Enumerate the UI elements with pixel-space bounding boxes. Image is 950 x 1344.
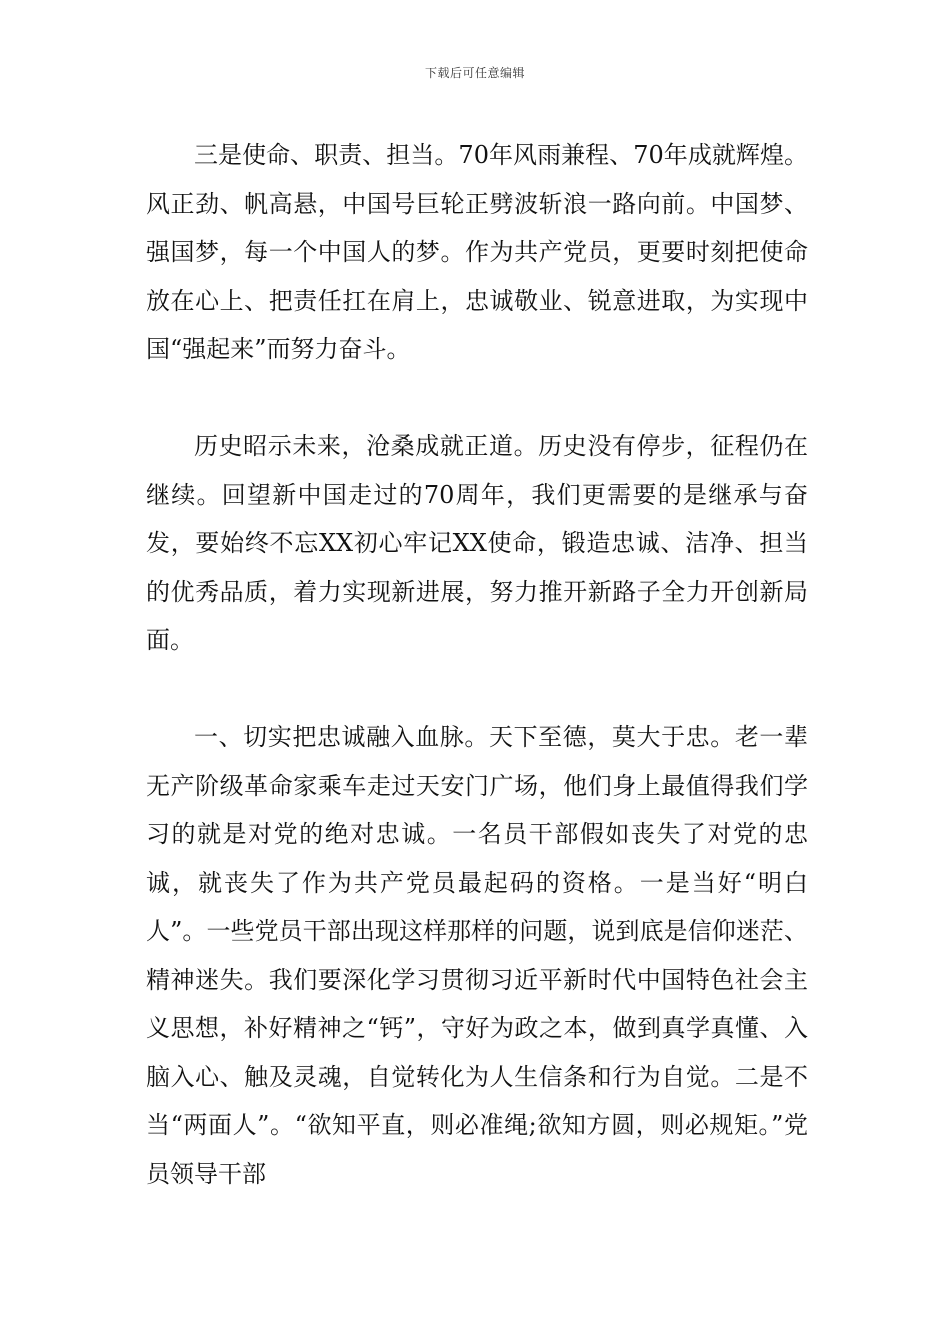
document-body xyxy=(146,131,808,1198)
paragraph-mission: 三是使命、职责、担当。70年风雨兼程、70年成就辉煌。风正劲、帆高悬，中国号巨轮正劈波斩浪一路向前。中国梦、强国梦，每一个中国人的梦。作为共产党员，更要时刻把使命放在心上、把责任扛在肩上，忠诚敬业、锐意进取，为实现中国“强起来”而努力奋斗。 xyxy=(146,141,808,363)
paragraph-history: 历史昭示未来，沧桑成就正道。历史没有停步，征程仍在继续。回望新中国走过的70周年，我们更需要的是继承与奋发，要始终不忘XX初心牢记XX使命，锻造忠诚、洁净、担当的优秀品质，着力实现新进展，努力推开新路子全力开创新局面。 xyxy=(146,432,808,654)
header-note: 下载后可任意编辑 xyxy=(424,66,525,80)
paragraph-loyalty: 一、切实把忠诚融入血脉。天下至德，莫大于忠。老一辈无产阶级革命家乘车走过天安门广场，他们身上最值得我们学习的就是对党的绝对忠诚。一名员干部假如丧失了对党的忠诚，就丧失了作为共产党员最起码的资格。一是当好“明白人”。一些党员干部出现这样那样的问题，说到底是信仰迷茫、精神迷失。我们要深化学习贯彻习近平新时代中国特色社会主义思想，补好精神之“钙”，守好为政之本，做到真学真懂、入脑入心、触及灵魂，自觉转化为人生信条和行为自觉。二是不当“两面人”。“欲知平直，则必准绳;欲知方圆，则必规矩。”党员领导干部 xyxy=(146,723,808,1188)
